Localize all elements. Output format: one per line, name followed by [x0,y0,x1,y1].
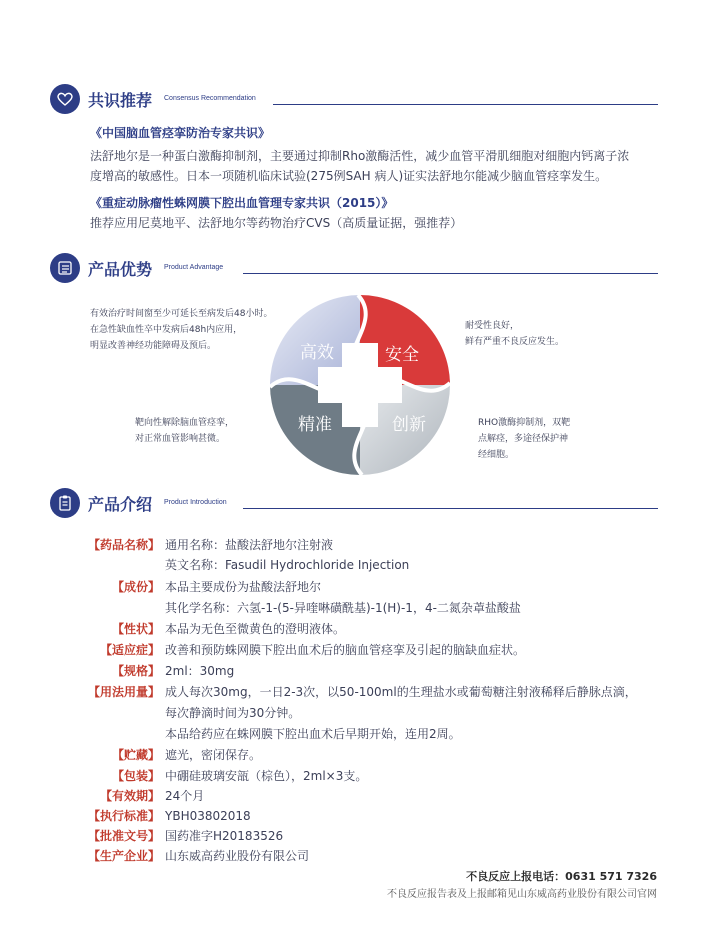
intro-row-label: 【性状】 [111,622,160,636]
consensus-title-en: Consensus Recommendation [164,95,256,102]
intro-row-value: 英文名称：Fasudil Hydrochloride Injection [165,558,410,572]
intro-row-value: 本品给药应在蛛网膜下腔出血术后早期开始，连用2周。 [165,727,461,741]
intro-row-label: 【规格】 [111,664,160,678]
label-precise: 精准 [298,415,332,435]
intro-row-value: 24个月 [165,789,205,803]
label-efficient: 高效 [300,343,334,363]
intro-row-label: 【适应症】 [99,643,160,657]
adverse-reaction-hotline: 不良反应上报电话：0631 571 7326 [466,870,657,883]
guideline-1-line-2: 度增高的敏感性。日本一项随机临床试验(275例SAH 病人)证实法舒地尔能减少脑血管痉挛发生。 [90,169,608,183]
intro-section-header [50,488,658,522]
guideline-1-line-1: 法舒地尔是一种蛋白激酶抑制剂，主要通过抑制Rho激酶活性，减少血管平滑肌细胞对细胞内钙离子浓 [90,149,630,163]
intro-row-value: 山东威高药业股份有限公司 [165,849,310,863]
label-innovative: 创新 [392,415,426,435]
intro-row-label: 【批准文号】 [87,829,160,843]
clipboard-icon [50,488,80,518]
intro-row-value: 其化学名称：六氢-1-(5-异喹啉磺酰基)-1(H)-1，4-二氮杂䓬盐酸盐 [165,601,521,615]
consensus-section-header [50,84,658,118]
guideline-1-title: 《中国脑血管痉挛防治专家共识》 [90,126,271,140]
advantage-efficient-line-3: 明显改善神经功能障碍及预后。 [90,341,217,351]
advantage-section-header [50,253,658,287]
guideline-2-text: 推荐应用尼莫地平、法舒地尔等药物治疗CVS（高质量证据，强推荐） [90,216,463,230]
advantage-title-en: Product Advantage [164,264,224,271]
advantage-circle-graphic [270,295,450,475]
intro-row-label: 【药品名称】 [87,538,160,552]
advantage-innovative-line-2: 点解痉，多途径保护神 [478,434,569,444]
intro-row-label: 【执行标准】 [87,809,160,823]
heart-icon [50,84,80,114]
advantage-innovative-line-3: 经细胞。 [478,450,515,460]
guideline-2-title: 《重症动脉瘤性蛛网膜下腔出血管理专家共识（2015）》 [90,196,394,210]
intro-row-label: 【包装】 [111,769,160,783]
advantage-efficient-line-2: 在急性缺血性卒中发病后48h内应用， [90,325,243,335]
intro-title: 产品介绍 [88,495,153,514]
advantage-title: 产品优势 [88,260,153,279]
intro-row-value: 成人每次30mg，一日2-3次，以50-100ml的生理盐水或葡萄糖注射液稀释后静脉点滴， [165,685,637,699]
intro-row-value: 遮光，密闭保存。 [165,748,262,762]
list-icon [50,253,80,283]
intro-row-value: 改善和预防蛛网膜下腔出血术后的脑血管痉挛及引起的脑缺血症状。 [165,643,526,657]
intro-row-label: 【成份】 [111,580,160,594]
consensus-title: 共识推荐 [88,91,153,110]
advantage-safe-line-2: 鲜有严重不良反应发生。 [465,337,565,347]
intro-row-value: YBH03802018 [165,809,251,823]
intro-row-value: 本品为无色至微黄色的澄明液体。 [165,622,346,636]
intro-row-label: 【用法用量】 [87,685,160,699]
advantage-precise-line-2: 对正常血管影响甚微。 [135,434,226,444]
section-divider [243,508,658,509]
intro-row-value: 中硼硅玻璃安瓿（棕色），2ml×3支。 [165,769,368,783]
intro-row-value: 国药准字H20183526 [165,829,284,843]
intro-row-value: 每次静滴时间为30分钟。 [165,706,301,720]
intro-row-label: 【贮藏】 [111,748,160,762]
intro-row-value: 2ml：30mg [165,664,235,678]
advantage-efficient-line-1: 有效治疗时间窗至少可延长至病发后48小时。 [90,309,273,319]
section-divider [243,273,658,274]
intro-row-value: 本品主要成份为盐酸法舒地尔 [165,580,322,594]
intro-row-value: 通用名称：盐酸法舒地尔注射液 [165,538,334,552]
intro-row-label: 【有效期】 [99,789,160,803]
label-safe: 安全 [385,345,419,365]
section-divider [273,104,658,105]
adverse-reaction-note: 不良反应报告表及上报邮箱见山东威高药业股份有限公司官网 [387,889,657,900]
advantage-innovative-line-1: RHO激酶抑制剂，双靶 [478,418,571,428]
advantage-safe-line-1: 耐受性良好， [465,321,520,331]
intro-row-label: 【生产企业】 [87,849,160,863]
intro-title-en: Product Introduction [164,499,227,506]
advantage-precise-line-1: 靶向性解除脑血管痉挛， [135,418,235,428]
